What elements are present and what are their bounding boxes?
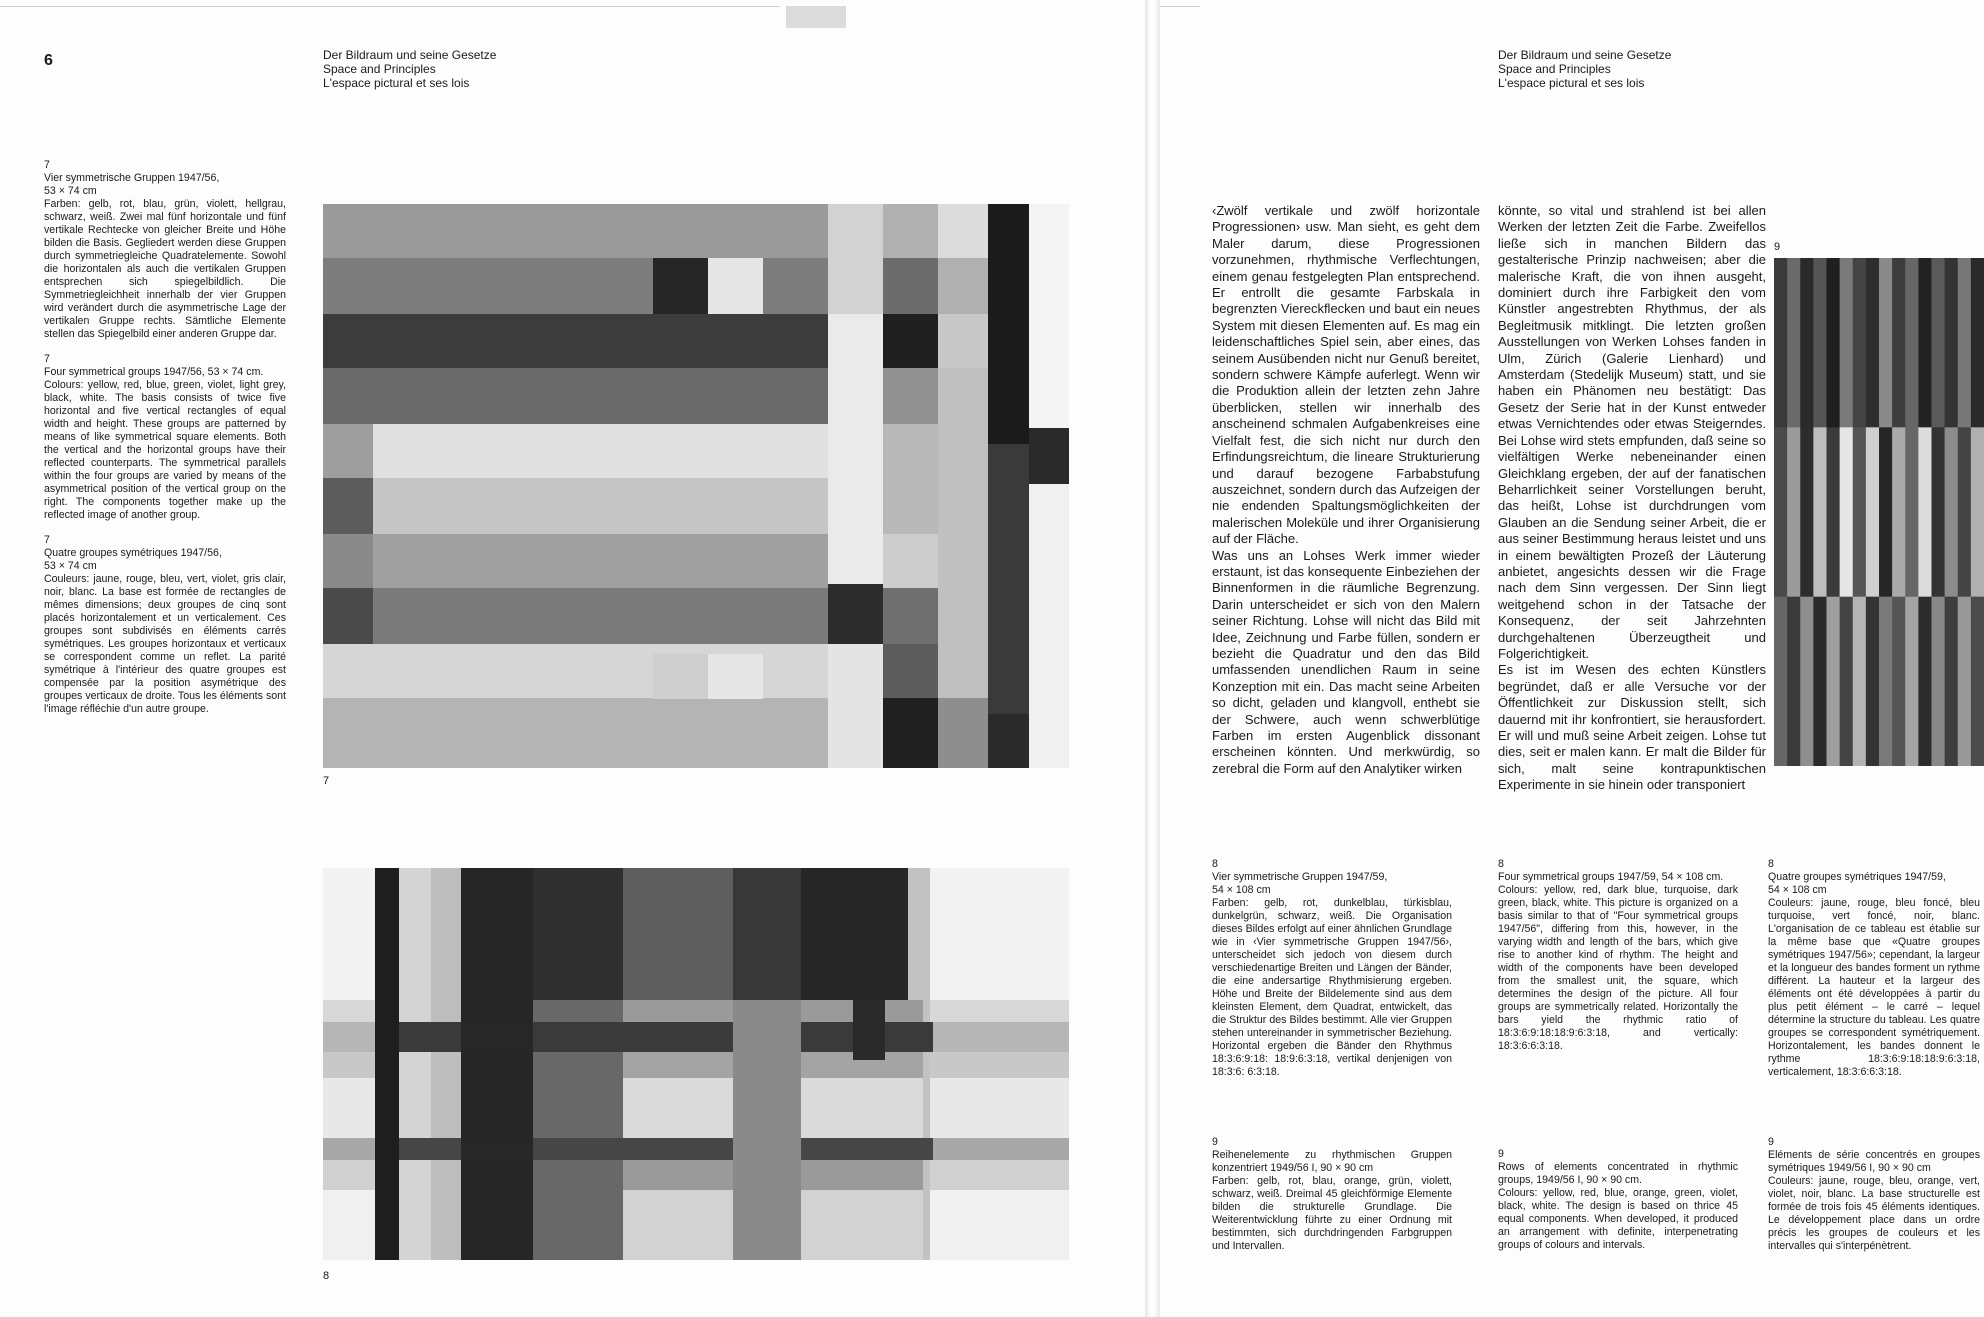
stripe — [1971, 258, 1984, 428]
caption-colours: Farben: gelb, rot, dunkelblau, türkisblau, dunkelgrün, schwarz, weiß. — [1212, 897, 1452, 922]
stripe — [1800, 427, 1814, 597]
caption-colours: Couleurs: jaune, rouge, bleu, orange, vert, violet, noir, blanc. — [1768, 1175, 1980, 1200]
header-line-de: Der Bildraum und seine Gesetze — [1498, 48, 1672, 62]
caption-colours: Colours: yellow, red, dark blue, turquoise, dark green, black, white. — [1498, 884, 1738, 909]
stripe — [1932, 427, 1946, 597]
stripe — [1945, 597, 1959, 766]
caption-text: La base structurelle est formée de trois fois 45 éléments identiques. Le développement place dans un ordre précis les groupes de couleurs et les intervalles qui s'interpénètrent. — [1768, 1188, 1980, 1252]
tab-marker — [786, 6, 846, 28]
caption-title: Quatre groupes symétriques 1947/56, — [44, 547, 222, 559]
caption-title: Four symmetrical groups 1947/56, 53 × 74 cm. — [44, 366, 264, 378]
stripe — [1958, 258, 1972, 428]
caption-text: Zwei mal fünf horizontale und fünf vertikale Rechtecke von gleicher Breite und Höhe bilden die Basis. Gegliedert werden diese Gruppen durch symmetriegleiche Quadratelemente. Sowohl die horizontalen als auch die vertikalen Gruppen entsprechen sich spiegelbildlich. Die Symmetriegleichheit innerhalb der vier Gruppen wird verändert durch die asymmetrische Lage der vertikalen Gruppe rechts. Sämtliche Elemente stellen das Spiegelbild einer anderen Gruppe dar. — [44, 211, 286, 340]
stripe — [1813, 427, 1827, 597]
artwork-fig7 — [323, 204, 1069, 768]
caption-text: Die Organisation dieses Bildes erfolgt auf einer ähnlichen Grundlage wie in ‹Vier symmetrische Gruppen 1947/56›, unterscheidet sich jedoch von diesem durch verschiedenartige Breiten und Längen der Bänder, die eine andersartige Rhythmisierung ergeben. Höhe und Breite der Bildelemente sind aus dem kleinsten Element, dem Quadrat, entwickelt, das die Struktur des Bildes bestimmt. Alle vier Gruppen stehen untereinander in symmetrischer Beziehung. Horizontal ergeben die Bänder den Rhythmus 18:3:6:9:18: 18:9:6:3:18, vertikal denjenigen von 18:3:6: 6:3:18. — [1212, 910, 1452, 1078]
caption-title: Vier symmetrische Gruppen 1947/59, — [1212, 871, 1388, 883]
caption-colours: Couleurs: jaune, rouge, bleu, vert, violet, gris clair, noir, blanc. — [44, 573, 286, 598]
stripe — [1905, 597, 1919, 766]
caption-title: Eléments de série concentrés en groupes symétriques 1949/56 I, 90 × 90 cm — [1768, 1149, 1980, 1174]
body-paragraph: ‹Zwölf vertikale und zwölf horizontale Progressionen› usw. Man sieht, es geht dem Maler darum, diese Progressionen vorzunehmen, rhythmische Verflechtungen, einem genau festgelegten Plan entsprechend. Er entrollt die gesamte Farbskala in begrenzten Viereckflecken und baut ein neues System mit diesen Elementen auf. Es mag ein leidenschaftliches Spiel sein, aber eines, das seinem Ausübenden nicht nur Genuß bereitet, sondern schwere Kämpfe auferlegt. Wenn wir die Produktion allein der letzten zehn Jahre überblicken, stellen wir innerhalb des anscheinend schmalen Aufgabenkreises eine Vielfalt fest, die sich nicht nur durch den Erfindungsreichtum, die lineare Strukturierung und darauf bezogene Farbabstufung auszeichnet, sondern durch das Aufzeigen der nie endenden Spaltungsmöglichkeiten der malerischen Moleküle und ihrer Organisierung auf der Fläche. — [1212, 203, 1480, 547]
header-line-fr: L'espace pictural et ses lois — [1498, 76, 1645, 90]
caption-size: 54 × 108 cm — [1768, 884, 1827, 896]
stripe — [1853, 427, 1867, 597]
stripe — [1800, 258, 1814, 428]
stripe — [1787, 427, 1801, 597]
stripe — [1787, 597, 1801, 766]
caption-size: 54 × 108 cm — [1212, 884, 1271, 896]
stripe — [1905, 427, 1919, 597]
caption-number: 7 — [44, 534, 50, 546]
figure-label-8: 8 — [323, 1270, 330, 1282]
caption-number: 9 — [1212, 1136, 1218, 1148]
caption-title: Reihenelemente zu rhythmischen Gruppen konzentriert 1949/56 I, 90 × 90 cm — [1212, 1149, 1452, 1174]
running-header — [1498, 48, 1671, 90]
stripe — [1918, 427, 1932, 597]
body-paragraph: Es ist im Wesen des echten Künstlers begründet, daß er alle Versuche vor der Öffentlichkeit zur Diskussion stellt, sich dauernd mit ihr konfrontiert, sie herausfordert. Er will und muß seine Arbeit zeigen. Lohse tut dies, seit er malen kann. Er malt die Bilder für sich, malt seine kontrapunktischen Experimente in sie hinein oder transponiert — [1498, 662, 1766, 793]
caption-text: L'organisation de ce tableau est établie sur la même base que «Quatre groupes symétriques 1947/56»; cependant, la largeur et la longueur des bandes forment un rythme différent. La hauteur et la largeur des éléments ont été développées à partir du plus petit élément – le carré – lequel détermine la structure du tableau. Les quatre groupes se correspondent symétriquement. Horizontalement, les bandes donnent le rythme 18:3:6:9:18:18:9:6:3:18, verticalement, 18:3:6:6:3:18. — [1768, 923, 1980, 1078]
stripe — [1879, 427, 1893, 597]
stripe — [1866, 427, 1880, 597]
stripe — [1971, 427, 1984, 597]
right-page — [1160, 0, 1984, 1317]
stripe — [1918, 597, 1932, 766]
top-rule — [0, 6, 780, 7]
caption-size: 53 × 74 cm — [44, 560, 97, 572]
figure-label-9: 9 — [1774, 241, 1781, 253]
stripe — [1853, 258, 1867, 428]
stripe — [1971, 597, 1984, 766]
body-column-2 — [1498, 203, 1766, 794]
stripe — [1774, 427, 1788, 597]
running-header — [323, 48, 496, 90]
caption-title: Four symmetrical groups 1947/59, 54 × 108 cm. — [1498, 871, 1724, 883]
caption-colours: Colours: yellow, red, blue, orange, green, violet, black, white. — [1498, 1187, 1738, 1212]
header-line-en: Space and Principles — [323, 62, 436, 76]
stripe — [1958, 427, 1972, 597]
caption-fig8-fr — [1768, 858, 1980, 1079]
caption-number: 8 — [1498, 858, 1504, 870]
caption-fig8-en — [1498, 858, 1738, 1053]
caption-fig9-fr — [1768, 1136, 1980, 1253]
caption-number: 8 — [1768, 858, 1774, 870]
stripe — [1892, 258, 1906, 428]
caption-text: This picture is organized on a basis similar to that of "Four symmetrical groups 1947/56", differing from this, however, in the varying width and length of the bars, which give rise to another kind of rhythm. The height and width of the components have been developed from the smallest unit, the square, which determines the design of the picture. All four groups are symmetrically related. Horizontally the bars yield the rhythmic ratio of 18:3:6:9:18:18:9:6:3:18, and vertically: 18:3:6:6:3:18. — [1498, 897, 1738, 1052]
stripe — [1787, 258, 1801, 428]
stripe — [1945, 427, 1959, 597]
stripe — [1840, 427, 1854, 597]
caption-title: Vier symmetrische Gruppen 1947/56, — [44, 172, 220, 184]
stripe — [1866, 258, 1880, 428]
stripe — [1800, 597, 1814, 766]
caption-fig9-de — [1212, 1136, 1452, 1253]
stripe — [1853, 597, 1867, 766]
header-line-de: Der Bildraum und seine Gesetze — [323, 48, 497, 62]
stripe — [1905, 258, 1919, 428]
caption-text: The basis consists of twice five horizontal and five vertical rectangles of equal width and height. These groups are patterned by means of like symmetrical square elements. Both the vertical and the horizontal groups have their reflected counterparts. The symmetrical parallels within the four groups are varied by means of the asymmetrical position of the vertical group on the right. The components together make up the reflected image of another group. — [44, 392, 286, 521]
stripe — [1827, 597, 1841, 766]
stripe — [1774, 597, 1788, 766]
stripe — [1892, 597, 1906, 766]
header-line-en: Space and Principles — [1498, 62, 1611, 76]
caption-fr — [44, 534, 286, 716]
stripe — [1840, 597, 1854, 766]
stripe — [1918, 258, 1932, 428]
stripe — [1813, 258, 1827, 428]
stripe — [1958, 597, 1972, 766]
body-paragraph: könnte, so vital und strahlend ist bei allen Werken der letzten Zeit die Farbe. Zweifellos ließe sich in manchen Bildern das gestalterische Prinzip nachweisen; aber die malerische Kraft, die von ihnen ausgeht, dominiert durch ihre Farbigkeit den vom Künstler angestrebten Rhythmus, der als Begleitmusik mitklingt. Die letzten großen Ausstellungen von Werken Lohses fanden in Ulm, Zürich (Galerie Lienhard) und Amsterdam (Stedelijk Museum) statt, und sie haben ein Phänomen neu bestätigt: Das Gesetz der Serie hat in der Kunst entweder etwas Vernichtendes oder etwas Steigerndes. Bei Lohse wird stets empfunden, daß seine so vielfältigen Werke nebeneinander einen Gleichklang ergeben, der auf der fanatischen Beharrlichkeit seiner Vorstellungen beruht, das heißt, Lohse ist durchdrungen vom Glauben an die Sendung seiner Arbeit, die er aus seiner Bestimmung heraus leistet und uns in einem bewältigten Prozeß der Läuterung anbietet, angesichts dessen wir die Frage nach dem Sinn vergessen. Der Sinn liegt weitgehend schon in der Tatsache der Konsequenz, der seit Jahrzehnten durchgehaltenen Überzeugtheit und Folgerichtigkeit. — [1498, 203, 1766, 661]
stripe — [1879, 597, 1893, 766]
artwork-fig8 — [323, 868, 1069, 1260]
caption-number: 8 — [1212, 858, 1218, 870]
caption-de — [44, 159, 286, 341]
stripe — [1879, 258, 1893, 428]
caption-size: 53 × 74 cm — [44, 185, 97, 197]
stripe — [1827, 427, 1841, 597]
caption-colours: Farben: gelb, rot, blau, grün, violett, hellgrau, schwarz, weiß. — [44, 198, 286, 223]
stripe — [1932, 597, 1946, 766]
stripe — [1813, 597, 1827, 766]
gutter — [1145, 0, 1160, 1317]
caption-text: La base est formée de rectangles de mêmes dimensions; deux groupes de cinq sont placés horizontalement et un verticalement. Ces groupes sont subdivisés en éléments carrés symétriques. Les groupes horizontaux et verticaux se correspondent comme un reflet. La parité symétrique à l'intérieur des quatre groupes est compensée par la position asymétrique des groupes verticaux de droite. Tous les éléments sont l'image réfléchie d'un autre groupe. — [44, 586, 286, 715]
stripe — [1827, 258, 1841, 428]
body-column-1 — [1212, 203, 1480, 777]
stripe — [1840, 258, 1854, 428]
stripe — [1932, 258, 1946, 428]
caption-title: Rows of elements concentrated in rhythmic groups, 1949/56 I, 90 × 90 cm. — [1498, 1161, 1738, 1186]
caption-number: 7 — [44, 353, 50, 365]
caption-number: 9 — [1768, 1136, 1774, 1148]
artwork-fig9 — [1774, 258, 1984, 766]
stripe — [1945, 258, 1959, 428]
page-number: 6 — [44, 52, 53, 69]
caption-number: 7 — [44, 159, 50, 171]
figure-label-7: 7 — [323, 775, 330, 787]
caption-column-fig7 — [44, 159, 286, 728]
caption-text: The design is based on thrice 45 equal components. When developed, it produced an arrangement with definite, interpenetrating groups of colours and intervals. — [1498, 1200, 1738, 1251]
caption-number: 9 — [1498, 1148, 1504, 1160]
caption-fig8-de — [1212, 858, 1452, 1079]
stripe — [1866, 597, 1880, 766]
caption-text: Dreimal 45 gleichförmige Elemente bilden die strukturelle Grundlage. Die Weiterentwicklung führte zu einer Ordnung mit bestimmten, sich durchdringenden Farbgruppen und Intervallen. — [1212, 1188, 1452, 1252]
caption-title: Quatre groupes symétriques 1947/59, — [1768, 871, 1946, 883]
body-paragraph: Was uns an Lohses Werk immer wieder erstaunt, ist das konsequente Einbeziehen der Binnenformen in die räumliche Begrenzung. Darin unterscheidet er sich von den Malern seiner Richtung. Lohse will nicht das Bild mit Idee, Zeichnung und Farbe füllen, sondern er bezieht die Quadratur und den das Bild umfassenden unendlichen Raum in seine Konzeption mit ein. Das macht seine Arbeiten so dicht, geladen und klangvoll, enthebt sie der Schwere, auch wenn schwerblütige Farben im ersten Augenblick dissonant erscheinen könnten. Und merkwürdig, so zerebral die Form auf den Analytiker wirken — [1212, 547, 1480, 776]
caption-colours: Colours: yellow, red, blue, green, violet, light grey, black, white. — [44, 379, 286, 404]
stripe — [1892, 427, 1906, 597]
top-rule — [1160, 6, 1200, 7]
caption-colours: Farben: gelb, rot, blau, orange, grün, violett, schwarz, weiß. — [1212, 1175, 1452, 1200]
header-line-fr: L'espace pictural et ses lois — [323, 76, 470, 90]
stripe — [1774, 258, 1788, 428]
caption-fig9-en — [1498, 1148, 1738, 1252]
caption-colours: Couleurs: jaune, rouge, bleu foncé, bleu turquoise, vert foncé, noir, blanc. — [1768, 897, 1980, 922]
caption-en — [44, 353, 286, 522]
